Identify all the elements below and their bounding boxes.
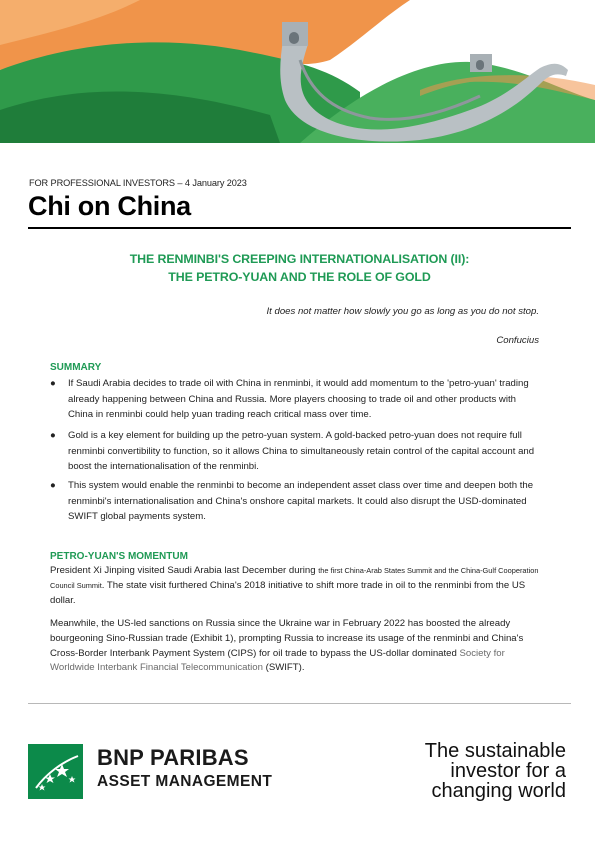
summary-bullet xyxy=(50,478,540,525)
paragraph-text: Meanwhile, the US-led sanctions on Russia since the Ukraine war in February 2022 has boosted the already bourgeoning Sino-Russian trade (Exhibit 1), prompting Russia to increase its usage of the renminbi and China's Cross-Border Interbank Payment System (CIPS) for oil trade to bypass the US-dollar dominated xyxy=(50,618,524,659)
great-wall-illustration xyxy=(0,0,595,143)
tagline-line: changing world xyxy=(431,780,566,802)
summary-heading: SUMMARY xyxy=(50,362,102,373)
paragraph-text: President Xi Jinping visited Saudi Arabia last December during xyxy=(50,565,319,576)
momentum-paragraph-1 xyxy=(50,564,546,608)
momentum-heading: PETRO-YUAN'S MOMENTUM xyxy=(50,551,188,562)
tagline-line: The sustainable xyxy=(424,740,566,762)
brand-division: ASSET MANAGEMENT xyxy=(97,773,273,790)
headline-line-1: THE RENMINBI'S CREEPING INTERNATIONALISATION (II): xyxy=(129,252,470,266)
summary-bullet-text: Gold is a key element for building up the petro-yuan system. A gold-backed petro-yuan does not require full renminbi convertibility to function, so it allows China to simultaneously retain control of the capital account and boost the internationalisation of the renminbi. xyxy=(68,430,535,473)
brand-tagline xyxy=(425,741,566,801)
bullet-icon: ● xyxy=(50,378,56,389)
bnp-stars-logo xyxy=(28,744,83,799)
epigraph-author: Confucius xyxy=(496,335,539,346)
audience-date-line: FOR PROFESSIONAL INVESTORS – 4 January 2023 xyxy=(29,178,247,188)
summary-bullet-text: This system would enable the renminbi to become an independent asset class over time and deepen both the renminbi's internationalisation and China's onshore capital markets. It could also disrupt the USD-dominated SWIFT global payments system. xyxy=(68,480,534,523)
bullet-icon: ● xyxy=(50,480,56,491)
title-divider xyxy=(28,227,571,229)
page-title: Chi on China xyxy=(28,191,191,221)
summary-bullet xyxy=(50,376,540,423)
tagline-line: investor for a xyxy=(450,760,566,782)
headline-line-2: THE PETRO-YUAN AND THE ROLE OF GOLD xyxy=(168,270,431,284)
paragraph-text: (SWIFT). xyxy=(262,662,305,674)
swift-link[interactable]: Society for Worldwide Interbank Financial Telecommunication xyxy=(50,647,505,674)
epigraph-quote: It does not matter how slowly you go as long as you do not stop. xyxy=(266,306,539,317)
footer-divider xyxy=(28,703,571,704)
summary-bullet-text: If Saudi Arabia decides to trade oil with China in renminbi, it would add momentum to the 'petro-yuan' trading already happening between China and Russia. More players choosing to trade oil and other products with China in renminbi could help yuan trading reach critical mass over time. xyxy=(68,378,529,421)
brand-name: BNP PARIBAS xyxy=(97,745,249,770)
paragraph-text: . The state visit furthered China's 2018 initiative to shift more trade in oil to the renminbi from the US dollar. xyxy=(50,579,526,606)
summary-bullet xyxy=(50,428,540,475)
stars-icon xyxy=(28,744,83,799)
bullet-icon: ● xyxy=(50,430,56,441)
summit-names-text: the first China-Arab States Summit and the China-Gulf Cooperation Council Summit xyxy=(50,566,539,590)
momentum-paragraph-2 xyxy=(50,617,546,676)
